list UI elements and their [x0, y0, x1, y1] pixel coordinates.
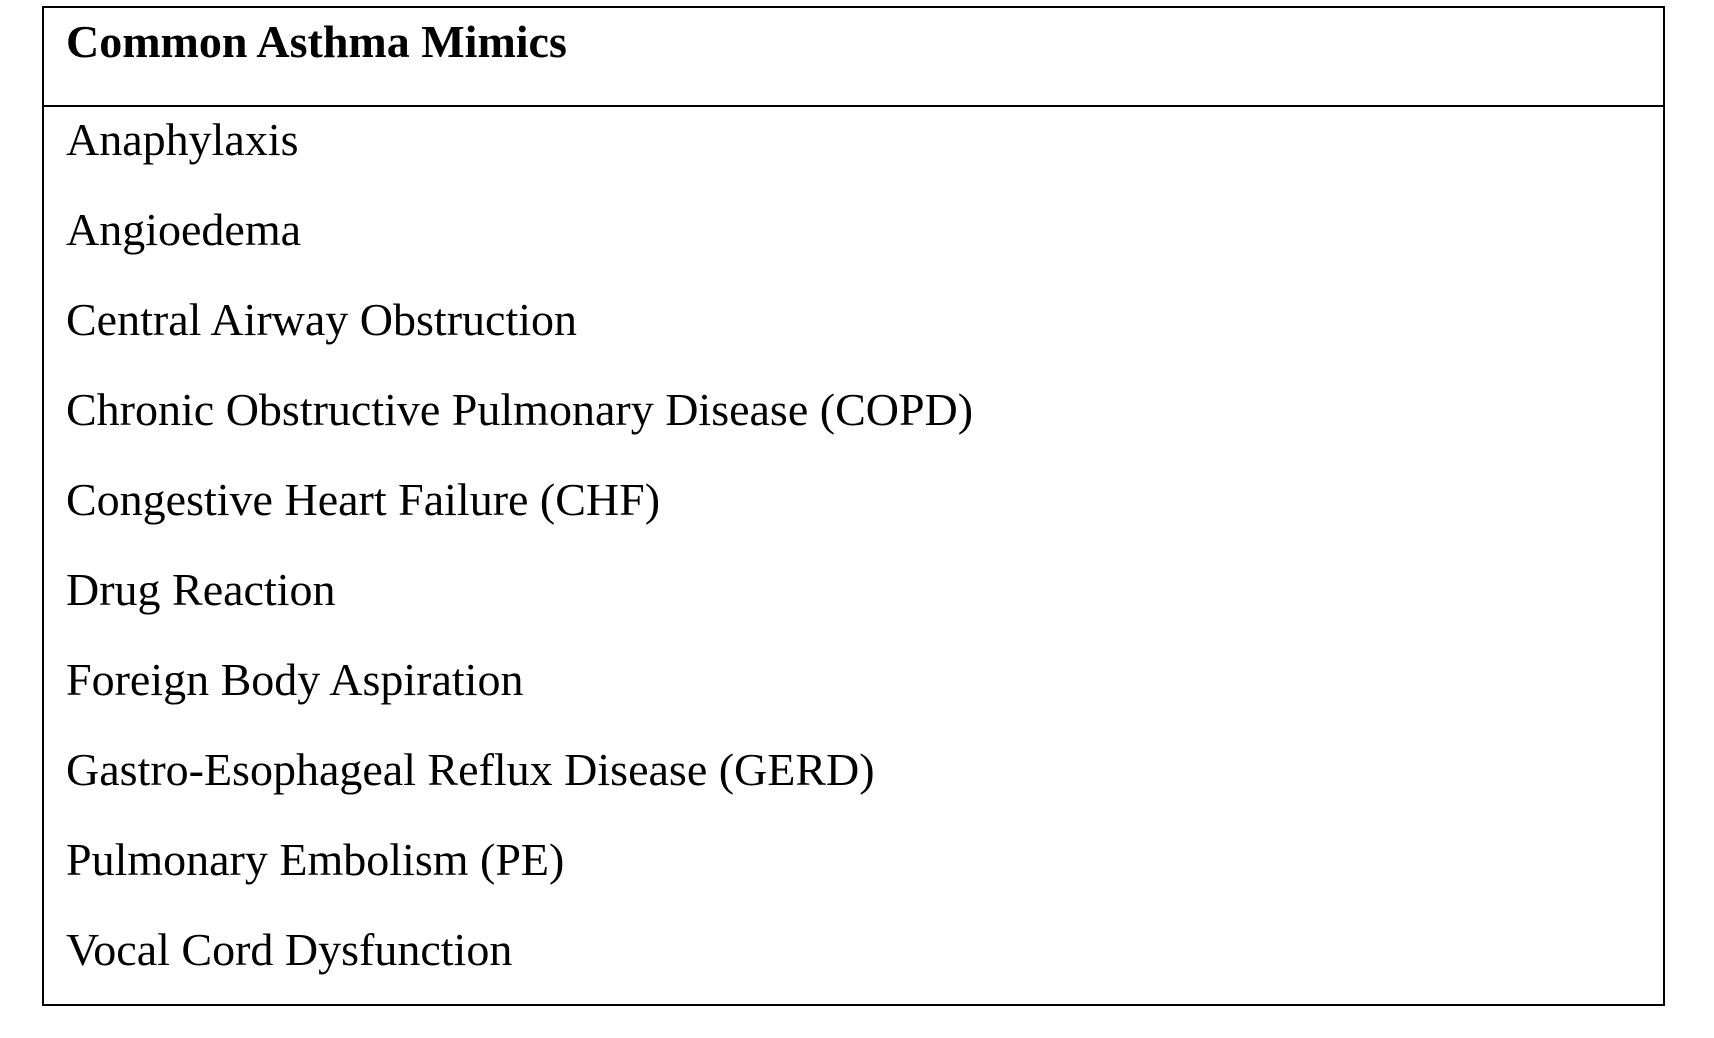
list-item-angioedema: Angioedema — [66, 204, 302, 255]
table-header — [44, 8, 1663, 107]
list-item-copd: Chronic Obstructive Pulmonary Disease (COPD) — [66, 384, 974, 435]
list-item-anaphylaxis: Anaphylaxis — [66, 114, 299, 165]
list-item-gerd: Gastro-Esophageal Reflux Disease (GERD) — [66, 744, 875, 795]
list-item-drug-reaction: Drug Reaction — [66, 564, 336, 615]
list-item-foreign-body-aspiration: Foreign Body Aspiration — [66, 654, 524, 705]
asthma-mimics-table — [42, 6, 1665, 1006]
list-item-chf: Congestive Heart Failure (CHF) — [66, 474, 661, 525]
list-item-vocal-cord-dysfunction: Vocal Cord Dysfunction — [66, 924, 513, 975]
list-item-central-airway-obstruction: Central Airway Obstruction — [66, 294, 578, 345]
table-body — [44, 107, 1663, 980]
table-title: Common Asthma Mimics — [66, 16, 567, 67]
list-item-pulmonary-embolism: Pulmonary Embolism (PE) — [66, 834, 565, 885]
